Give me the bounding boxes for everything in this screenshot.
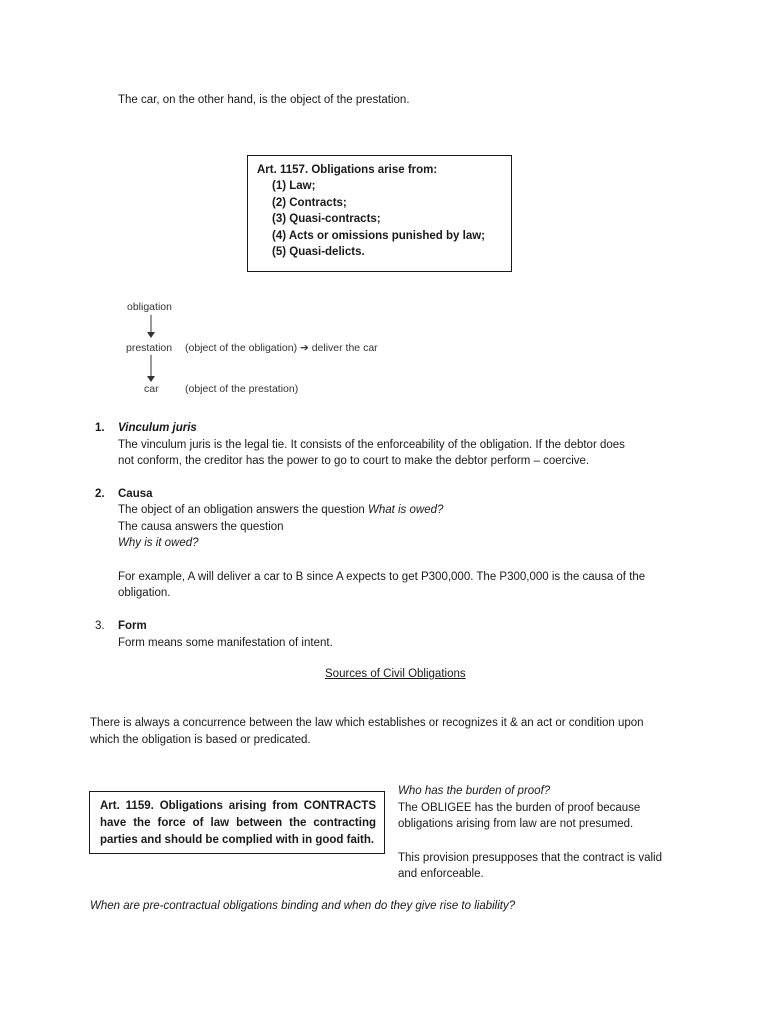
- burden-text: The OBLIGEE has the burden of proof because: [398, 802, 641, 814]
- causa-q1-italic: What is owed?: [367, 504, 444, 516]
- diagram-car-note: (object of the prestation): [185, 383, 299, 395]
- diagram-node-obligation: obligation: [127, 301, 172, 313]
- diagram-node-car: car: [144, 383, 159, 395]
- arrowhead-icon: [147, 376, 155, 382]
- section-text: Form means some manifestation of intent.: [118, 637, 333, 649]
- section-text: The vinculum juris is the legal tie. It consists of the enforceability of the obligation. If the debtor does: [118, 439, 625, 451]
- section-text: For example, A will deliver a car to B since A expects to get P300,000. The P300,000 is the causa of the: [118, 571, 646, 583]
- section-heading-causa: Causa: [118, 488, 153, 500]
- art-1159-box: Art. 1159. Obligations arising from CONTRACTS have the force of law between the contracting parties and should be complied with in good faith.: [89, 791, 385, 854]
- burden-text: This provision presupposes that the contract is valid: [398, 852, 662, 864]
- diagram-node-prestation: prestation: [126, 342, 173, 354]
- section-text: Why is it owed?: [118, 537, 199, 549]
- final-question: When are pre-contractual obligations binding and when do they give rise to liability?: [90, 900, 516, 912]
- section-heading-form: Form: [118, 620, 147, 632]
- burden-text: and enforceable.: [398, 868, 484, 880]
- section-number: 3.: [95, 620, 105, 632]
- art-1157-item: (5) Quasi-delicts.: [272, 246, 365, 258]
- diagram-prestation-note: (object of the obligation) ➔ deliver the car: [185, 342, 378, 354]
- art-1157-box: [247, 155, 512, 272]
- sources-heading: Sources of Civil Obligations: [325, 668, 466, 680]
- obligation-diagram: [120, 295, 420, 405]
- section-text: [118, 502, 443, 518]
- intro-line: The car, on the other hand, is the object of the prestation.: [118, 94, 410, 106]
- burden-text: obligations arising from law are not presumed.: [398, 818, 634, 830]
- concurrence-line: which the obligation is based or predicated.: [90, 734, 311, 746]
- section-number: 2.: [95, 488, 105, 500]
- section-text: The causa answers the question: [118, 521, 284, 533]
- art-1157-item: (4) Acts or omissions punished by law;: [272, 230, 485, 242]
- art-1157-item: (2) Contracts;: [272, 197, 347, 209]
- causa-q1-prefix: The object of an obligation answers the question: [118, 504, 368, 516]
- section-text: obligation.: [118, 587, 171, 599]
- section-text: not conform, the creditor has the power to go to court to make the debtor perform – coercive.: [118, 455, 590, 467]
- art-1157-item: (3) Quasi-contracts;: [272, 213, 381, 225]
- art-1157-title: Art. 1157. Obligations arise from:: [257, 164, 438, 176]
- arrowhead-icon: [147, 332, 155, 338]
- burden-question: Who has the burden of proof?: [398, 785, 551, 797]
- concurrence-line: There is always a concurrence between the law which establishes or recognizes it & an act or condition upon: [90, 717, 644, 729]
- section-heading-vinculum: Vinculum juris: [118, 422, 197, 434]
- art-1157-item: (1) Law;: [272, 180, 316, 192]
- section-number: 1.: [95, 422, 105, 434]
